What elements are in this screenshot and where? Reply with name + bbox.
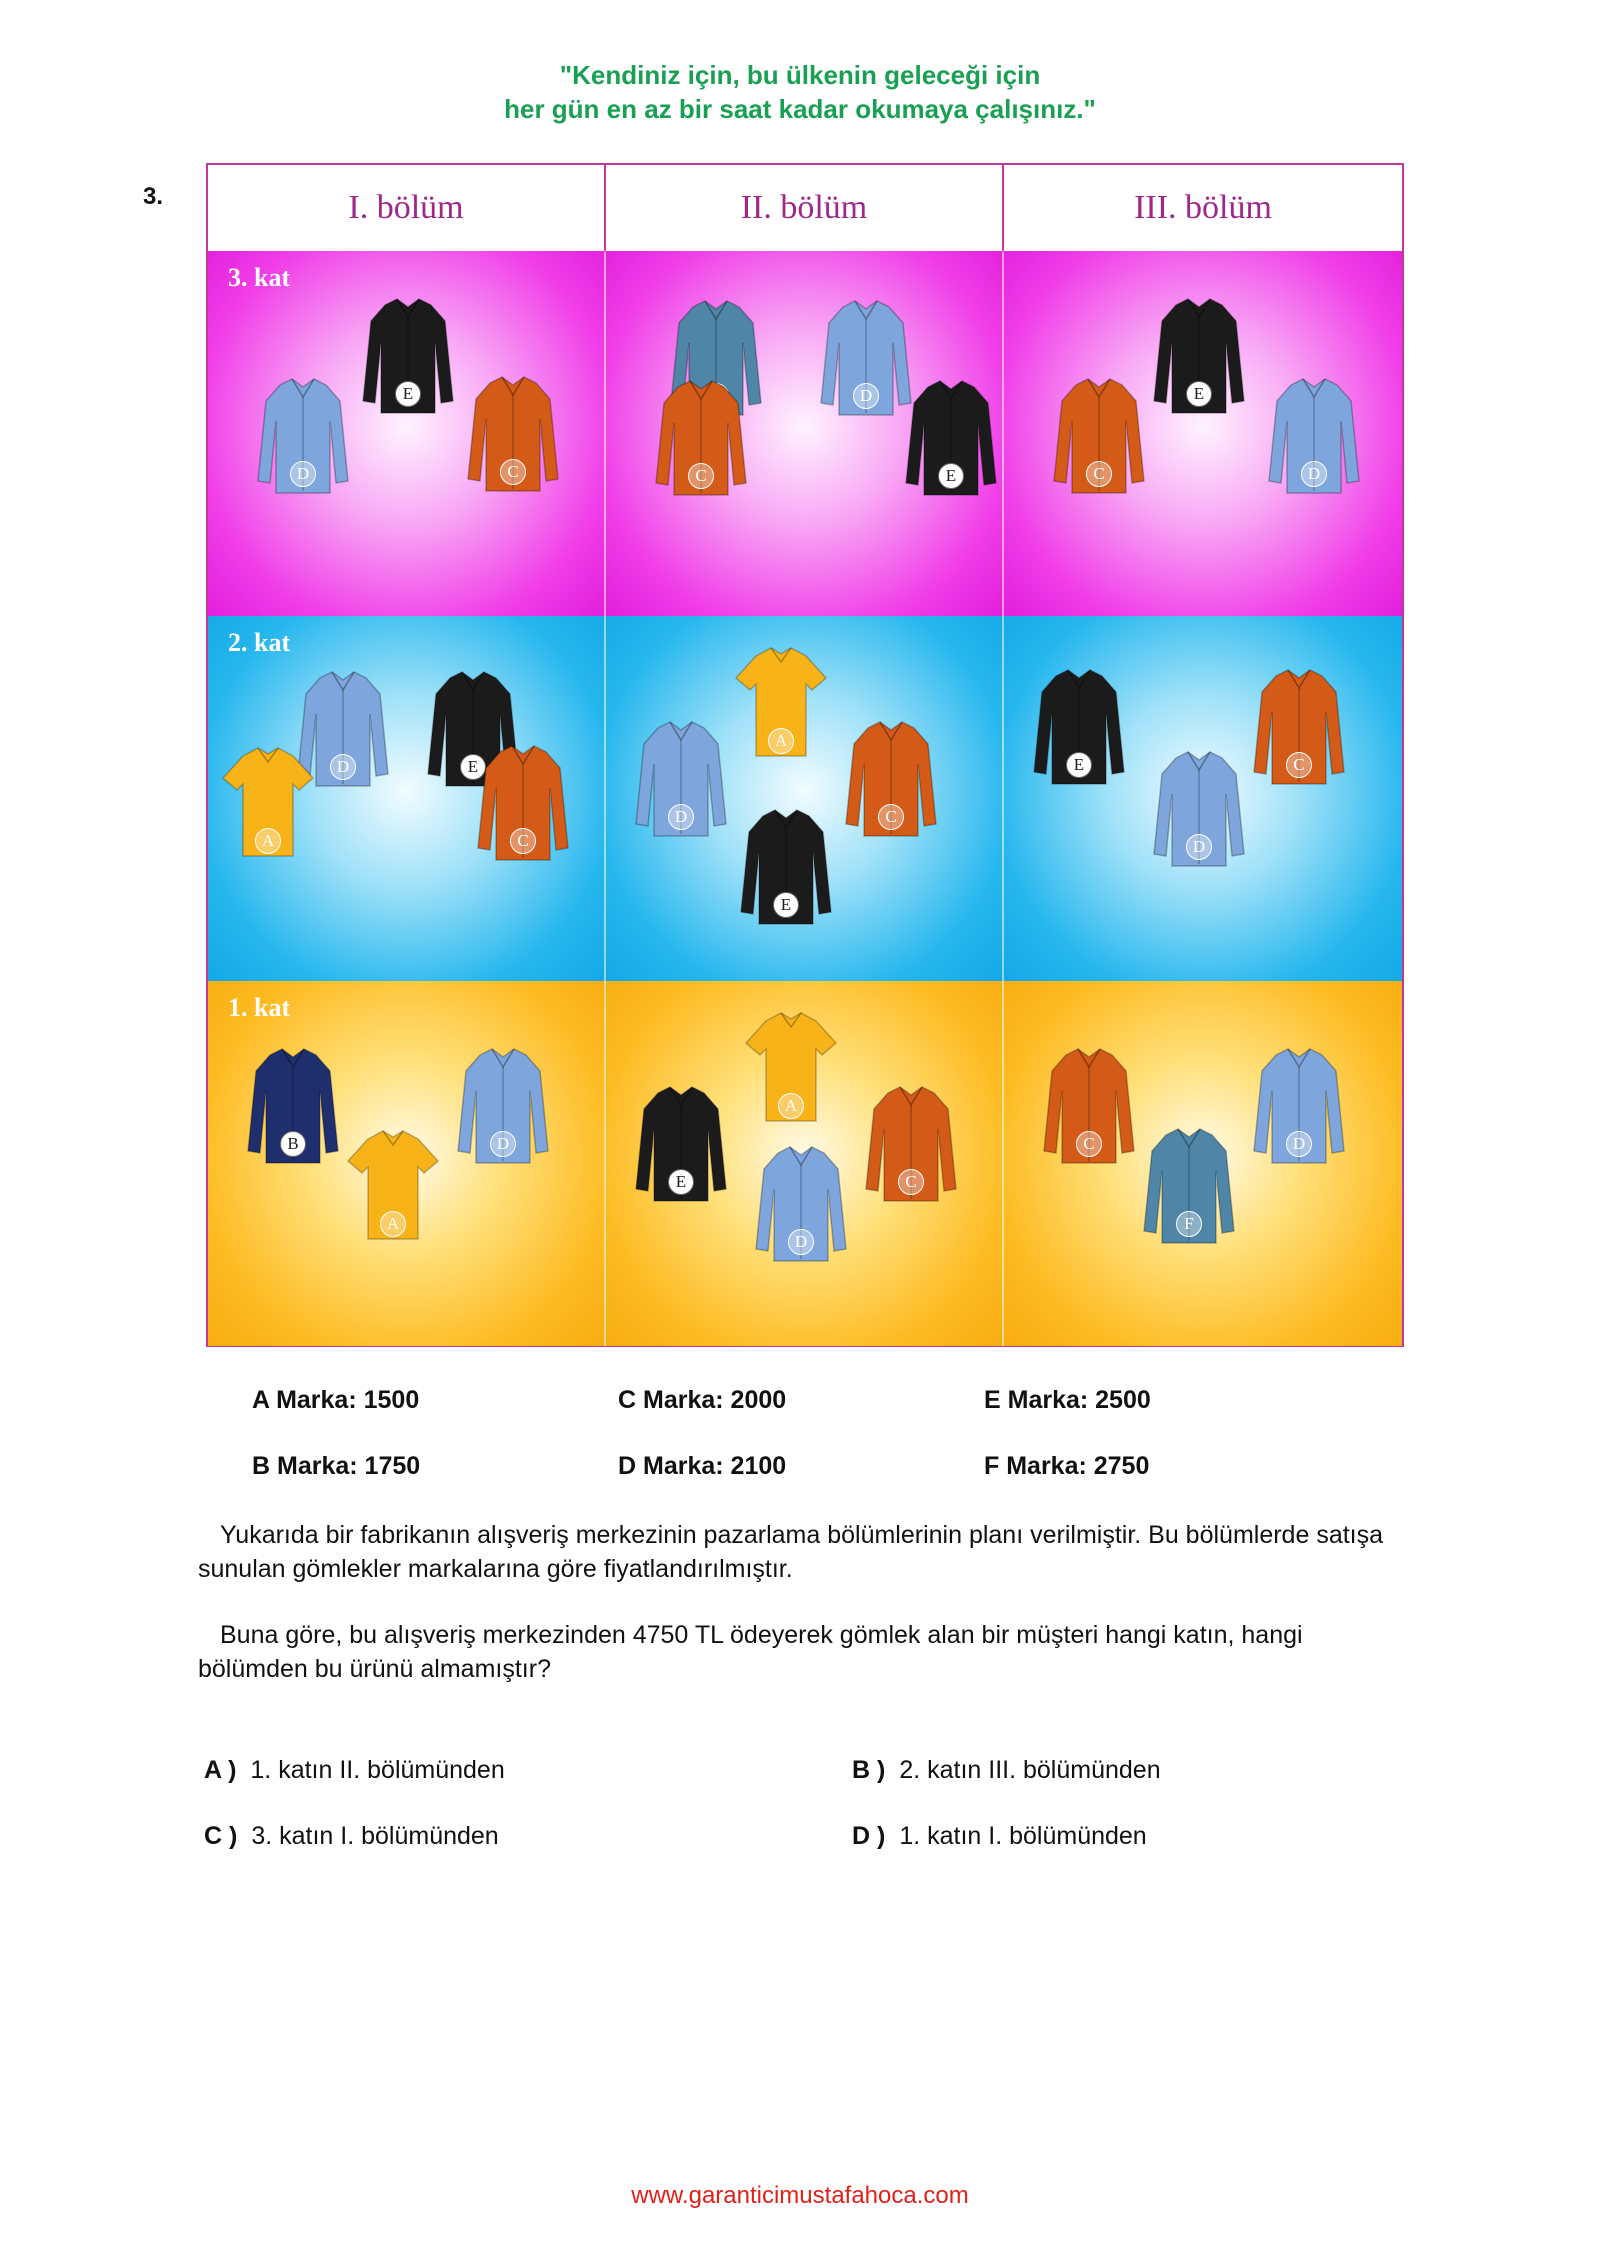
shirt-c xyxy=(468,738,578,868)
shirt-a xyxy=(726,638,836,768)
question-number: 3. xyxy=(143,183,164,210)
brand-badge: D xyxy=(290,461,316,487)
brand-badge: A xyxy=(768,728,794,754)
shirt-c xyxy=(1244,662,1354,792)
floor-2-section-3 xyxy=(1004,616,1402,981)
option-d[interactable] xyxy=(852,1822,1147,1851)
floor-2-section-1 xyxy=(208,616,606,981)
floor-label: 1. kat xyxy=(228,993,291,1022)
shirt-c xyxy=(1044,371,1154,501)
brand-badge: D xyxy=(1286,1131,1312,1157)
brand-badge: C xyxy=(510,828,536,854)
brand-badge: D xyxy=(1301,461,1327,487)
floor-1-section-1 xyxy=(208,981,606,1346)
brand-badge: C xyxy=(1076,1131,1102,1157)
brand-badge: D xyxy=(668,804,694,830)
brand-badge: D xyxy=(853,383,879,409)
shirt-f xyxy=(1134,1121,1244,1251)
shirt-d xyxy=(448,1041,558,1171)
shirt-e xyxy=(896,373,1004,503)
shirt-d xyxy=(746,1139,856,1269)
brand-badge: B xyxy=(280,1131,306,1157)
brand-badge: A xyxy=(380,1211,406,1237)
brand-badge: C xyxy=(1286,752,1312,778)
brand-badge: D xyxy=(490,1131,516,1157)
shirt-d xyxy=(626,714,736,844)
brand-badge: E xyxy=(460,754,486,780)
floor-3-section-3 xyxy=(1004,251,1402,616)
shirt-e xyxy=(1024,662,1134,792)
brand-badge: A xyxy=(255,828,281,854)
option-letter: D ) xyxy=(852,1822,886,1850)
shirt-d xyxy=(1144,744,1254,874)
brand-badge: D xyxy=(788,1229,814,1255)
shirt-e xyxy=(626,1079,736,1209)
option-letter: C ) xyxy=(204,1822,238,1850)
floor-label: 2. kat xyxy=(228,628,291,657)
brand-badge: D xyxy=(330,754,356,780)
brand-badge: C xyxy=(688,463,714,489)
shirt-d xyxy=(1259,371,1369,501)
option-a[interactable] xyxy=(204,1756,505,1785)
price-a: A Marka: 1500 xyxy=(252,1386,420,1414)
store-floor-plan-table xyxy=(206,163,1404,1347)
brand-badge: E xyxy=(773,892,799,918)
price-b: B Marka: 1750 xyxy=(252,1452,421,1480)
column-header-1: I. bölüm xyxy=(208,165,606,251)
floor-2-section-2 xyxy=(606,616,1004,981)
brand-badge: E xyxy=(938,463,964,489)
brand-badge: C xyxy=(878,804,904,830)
brand-badge: C xyxy=(898,1169,924,1195)
floor-label: 3. kat xyxy=(228,263,291,292)
option-text: 1. katın II. bölümünden xyxy=(250,1756,505,1784)
brand-badge: E xyxy=(1186,381,1212,407)
brand-badge: E xyxy=(1066,752,1092,778)
brand-badge: A xyxy=(778,1093,804,1119)
quote-line-1: "Kendiniz için, bu ülkenin geleceği için xyxy=(559,60,1041,90)
column-header-3: III. bölüm xyxy=(1004,165,1402,251)
shirt-a xyxy=(736,1003,846,1133)
option-text: 3. katın I. bölümünden xyxy=(251,1822,499,1850)
option-letter: A ) xyxy=(204,1756,237,1784)
option-text: 1. katın I. bölümünden xyxy=(899,1822,1147,1850)
brand-badge: C xyxy=(500,459,526,485)
floor-1-section-3 xyxy=(1004,981,1402,1346)
option-c[interactable] xyxy=(204,1822,499,1851)
brand-badge: E xyxy=(668,1169,694,1195)
brand-badge: D xyxy=(1186,834,1212,860)
shirt-c xyxy=(458,369,568,499)
shirt-d xyxy=(1244,1041,1354,1171)
floor-3-section-2 xyxy=(606,251,1004,616)
quote-line-2: her gün en az bir saat kadar okumaya çalışınız." xyxy=(504,94,1096,124)
shirt-a xyxy=(213,738,323,868)
brand-badge: F xyxy=(1176,1211,1202,1237)
footer-website[interactable]: www.garanticimustafahoca.com xyxy=(631,2182,969,2209)
floor-3-section-1 xyxy=(208,251,606,616)
shirt-c xyxy=(836,714,946,844)
motivational-quote xyxy=(0,58,1600,126)
shirt-e xyxy=(731,802,841,932)
shirt-c xyxy=(646,373,756,503)
shirt-c xyxy=(1034,1041,1144,1171)
price-f: F Marka: 2750 xyxy=(984,1452,1150,1480)
price-c: C Marka: 2000 xyxy=(618,1386,787,1414)
shirt-e xyxy=(353,291,463,421)
option-text: 2. katın III. bölümünden xyxy=(899,1756,1161,1784)
shirt-c xyxy=(856,1079,966,1209)
price-d: D Marka: 2100 xyxy=(618,1452,787,1480)
question-description: Yukarıda bir fabrikanın alışveriş merkezinin pazarlama bölümlerinin planı verilmiştir. Bu bölümlerde satışa sunulan gömlekler markalarına göre fiyatlandırılmıştır. xyxy=(198,1521,1384,1583)
shirt-b xyxy=(238,1041,348,1171)
question-prompt: Buna göre, bu alışveriş merkezinden 4750 TL ödeyerek gömlek alan bir müşteri hangi katın, hangi bölümden bu ürünü almamıştır? xyxy=(198,1621,1303,1683)
brand-badge: C xyxy=(1086,461,1112,487)
shirt-a xyxy=(338,1121,448,1251)
column-header-2: II. bölüm xyxy=(606,165,1004,251)
price-e: E Marka: 2500 xyxy=(984,1386,1151,1414)
option-letter: B ) xyxy=(852,1756,886,1784)
shirt-d xyxy=(248,371,358,501)
option-b[interactable] xyxy=(852,1756,1161,1785)
shirt-e xyxy=(1144,291,1254,421)
brand-badge: E xyxy=(395,381,421,407)
floor-1-section-2 xyxy=(606,981,1004,1346)
